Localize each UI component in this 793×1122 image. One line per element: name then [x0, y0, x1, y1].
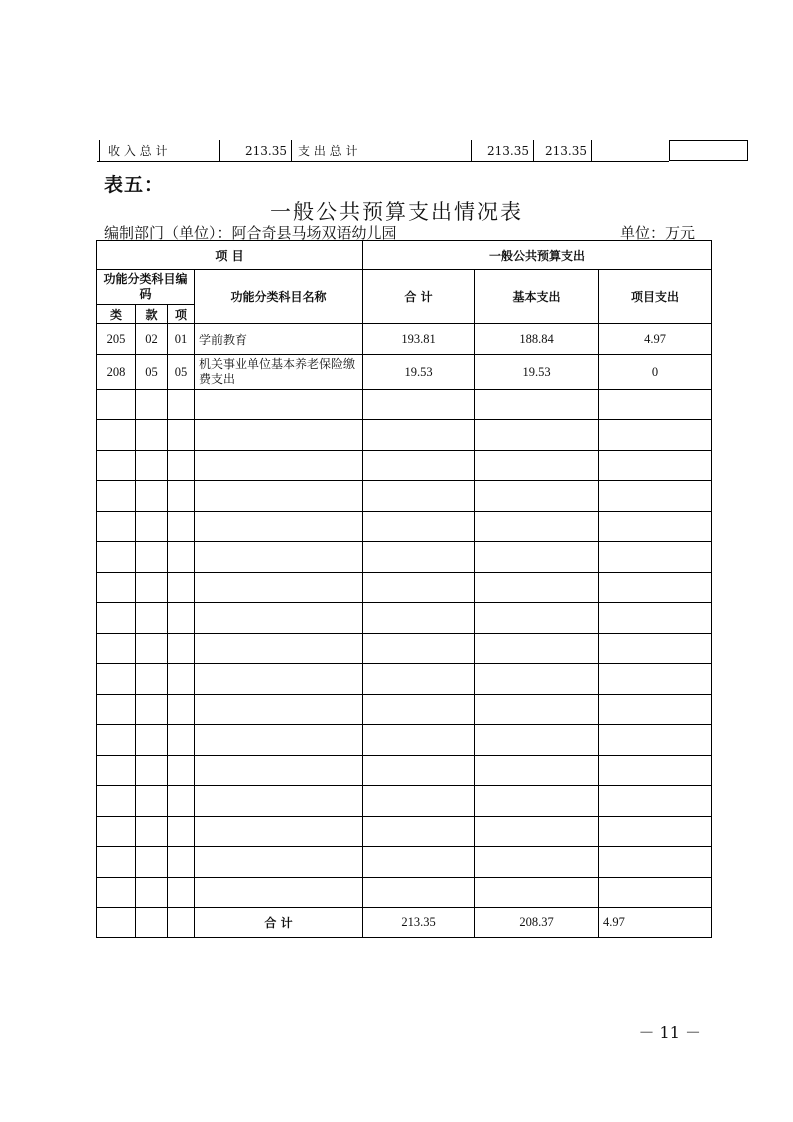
empty-row	[97, 420, 712, 451]
row-xiang: 01	[168, 324, 195, 355]
empty-row	[97, 847, 712, 878]
total-row	[97, 908, 712, 938]
empty-row	[97, 817, 712, 847]
income-expense-summary	[97, 140, 748, 162]
row-basic: 188.84	[475, 324, 599, 355]
summary-empty-cell	[591, 140, 669, 161]
empty-row	[97, 390, 712, 420]
row-name: 学前教育	[195, 324, 363, 355]
expense-total-value-2: 213.35	[533, 140, 591, 161]
table-row	[97, 324, 712, 355]
table-number-label: 表五：	[104, 174, 165, 196]
total-basic: 208.37	[475, 908, 599, 938]
expense-total-value: 213.35	[471, 140, 533, 161]
page-number: － 11 －	[638, 1023, 701, 1042]
header-kuan: 款	[136, 305, 168, 324]
empty-row	[97, 756, 712, 786]
row-lei: 205	[97, 324, 136, 355]
empty-row	[97, 603, 712, 634]
header-code: 功能分类科目编码	[97, 270, 195, 305]
income-total-value: 213.35	[219, 140, 291, 161]
header-row-2	[97, 270, 712, 305]
header-xiang: 项	[168, 305, 195, 324]
empty-row	[97, 695, 712, 725]
row-kuan: 02	[136, 324, 168, 355]
budget-table	[96, 240, 712, 938]
empty-row	[97, 481, 712, 512]
summary-rule	[97, 161, 669, 162]
page-title: 一般公共预算支出情况表	[270, 200, 523, 224]
unit-label: 单位：万元	[620, 224, 696, 242]
total-project: 4.97	[599, 908, 712, 938]
header-lei: 类	[97, 305, 136, 324]
header-item: 项 目	[97, 241, 363, 270]
row-name: 机关事业单位基本养老保险缴费支出	[195, 355, 363, 390]
header-project: 项目支出	[599, 270, 712, 324]
empty-row	[97, 542, 712, 573]
row-total: 193.81	[363, 324, 475, 355]
total-sum: 213.35	[363, 908, 475, 938]
row-kuan: 05	[136, 355, 168, 390]
row-project: 4.97	[599, 324, 712, 355]
row-project: 0	[599, 355, 712, 390]
income-total-label: 收 入 总 计	[99, 140, 219, 161]
empty-row	[97, 786, 712, 817]
total-label: 合 计	[195, 908, 363, 938]
row-total: 19.53	[363, 355, 475, 390]
header-name: 功能分类科目名称	[195, 270, 363, 324]
empty-row	[97, 573, 712, 603]
empty-row	[97, 725, 712, 756]
empty-row	[97, 512, 712, 542]
empty-row	[97, 878, 712, 908]
empty-row	[97, 664, 712, 695]
empty-row	[97, 451, 712, 481]
empty-row	[97, 634, 712, 664]
header-row-1	[97, 241, 712, 270]
header-total: 合 计	[363, 270, 475, 324]
row-xiang: 05	[168, 355, 195, 390]
row-lei: 208	[97, 355, 136, 390]
header-basic: 基本支出	[475, 270, 599, 324]
table-row	[97, 355, 712, 390]
summary-box	[669, 140, 748, 161]
department-label: 编制部门（单位）：阿合奇县马场双语幼儿园	[104, 224, 397, 242]
header-budget: 一般公共预算支出	[363, 241, 712, 270]
row-basic: 19.53	[475, 355, 599, 390]
expense-total-label: 支 出 总 计	[291, 140, 471, 161]
